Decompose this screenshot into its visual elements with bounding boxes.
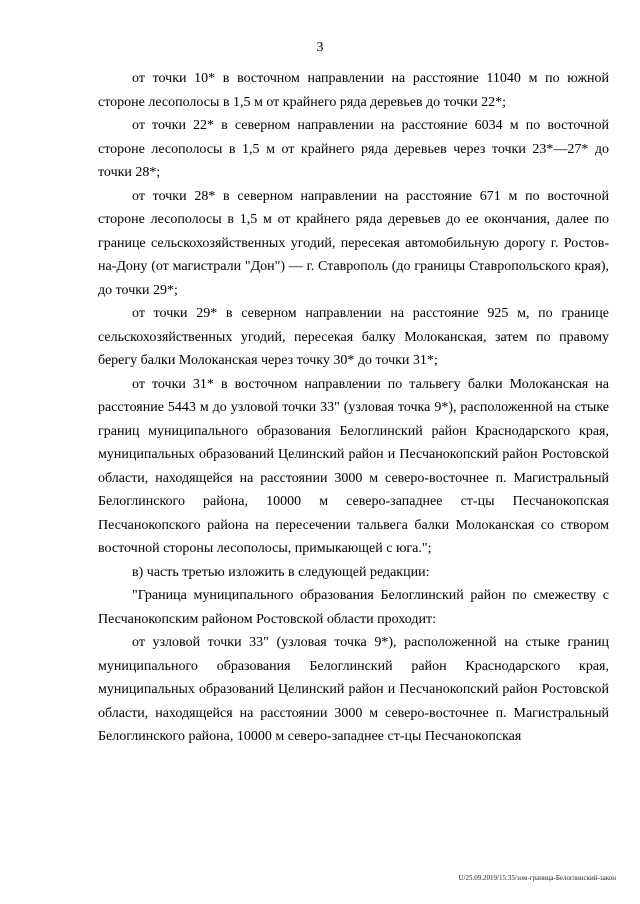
paragraph: от точки 28* в северном направлении на расстояние 671 м по восточной стороне лесополосы в 1,5 м от крайнего ряда деревьев до ее окончания, далее по границе сельскохозяйственных угодий, пересекая автомобильную дорогу г. Ростов-на-Дону (от магистрали "Дон") — г. Ставрополь (до границы Ставропольского края), до точки 29*; <box>98 188 609 298</box>
paragraph: в) часть третью изложить в следующей редакции: <box>132 564 430 580</box>
paragraph: от точки 29* в северном направлении на расстояние 925 м, по границе сельскохозяйственных угодий, пересекая балку Молоканская, затем по правому берегу балки Молоканская через точку 30* до точки 31*; <box>98 306 609 368</box>
page-number: 3 <box>316 40 324 55</box>
paragraph: "Граница муниципального образования Белоглинский район по смежеству с Песчанокопским районом Ростовской области проходит: <box>98 588 609 627</box>
paragraph: от точки 31* в восточном направлении по тальвегу балки Молоканская на расстояние 5443 м до узловой точки 33" (узловая точка 9*), расположенной на стыке границ муниципального образования Белоглинский район Краснодарского края, муниципальных образований Целинский район и Песчанокопский район Ростовской области, находящейся на расстоянии 3000 м северо-восточнее п. Магистральный Белоглинского района, 10000 м северо-западнее ст-цы Песчанокопская Песчанокопского района на пересечении тальвега балки Молоканская со створом восточной стороны лесополосы, примыкающей с юга."; <box>98 376 609 556</box>
document-body <box>98 67 609 749</box>
footer-stamp: U/25.09.2019/15:35/зом-граница-Белоглинский-закон <box>458 874 616 882</box>
paragraph: от точки 10* в восточном направлении на расстояние 11040 м по южной стороне лесополосы в 1,5 м от крайнего ряда деревьев до точки 22*; <box>98 71 609 110</box>
paragraph: от узловой точки 33" (узловая точка 9*), расположенной на стыке границ муниципального образования Белоглинский район Краснодарского края, муниципальных образований Целинский район и Песчанокопский район Ростовской области, находящейся на расстоянии 3000 м северо-восточнее п. Магистральный Белоглинского района, 10000 м северо-западнее ст-цы Песчанокопская <box>98 635 609 744</box>
paragraph: от точки 22* в северном направлении на расстояние 6034 м по восточной стороне лесополосы в 1,5 м от крайнего ряда деревьев через точки 23*—27* до точки 28*; <box>98 118 609 180</box>
